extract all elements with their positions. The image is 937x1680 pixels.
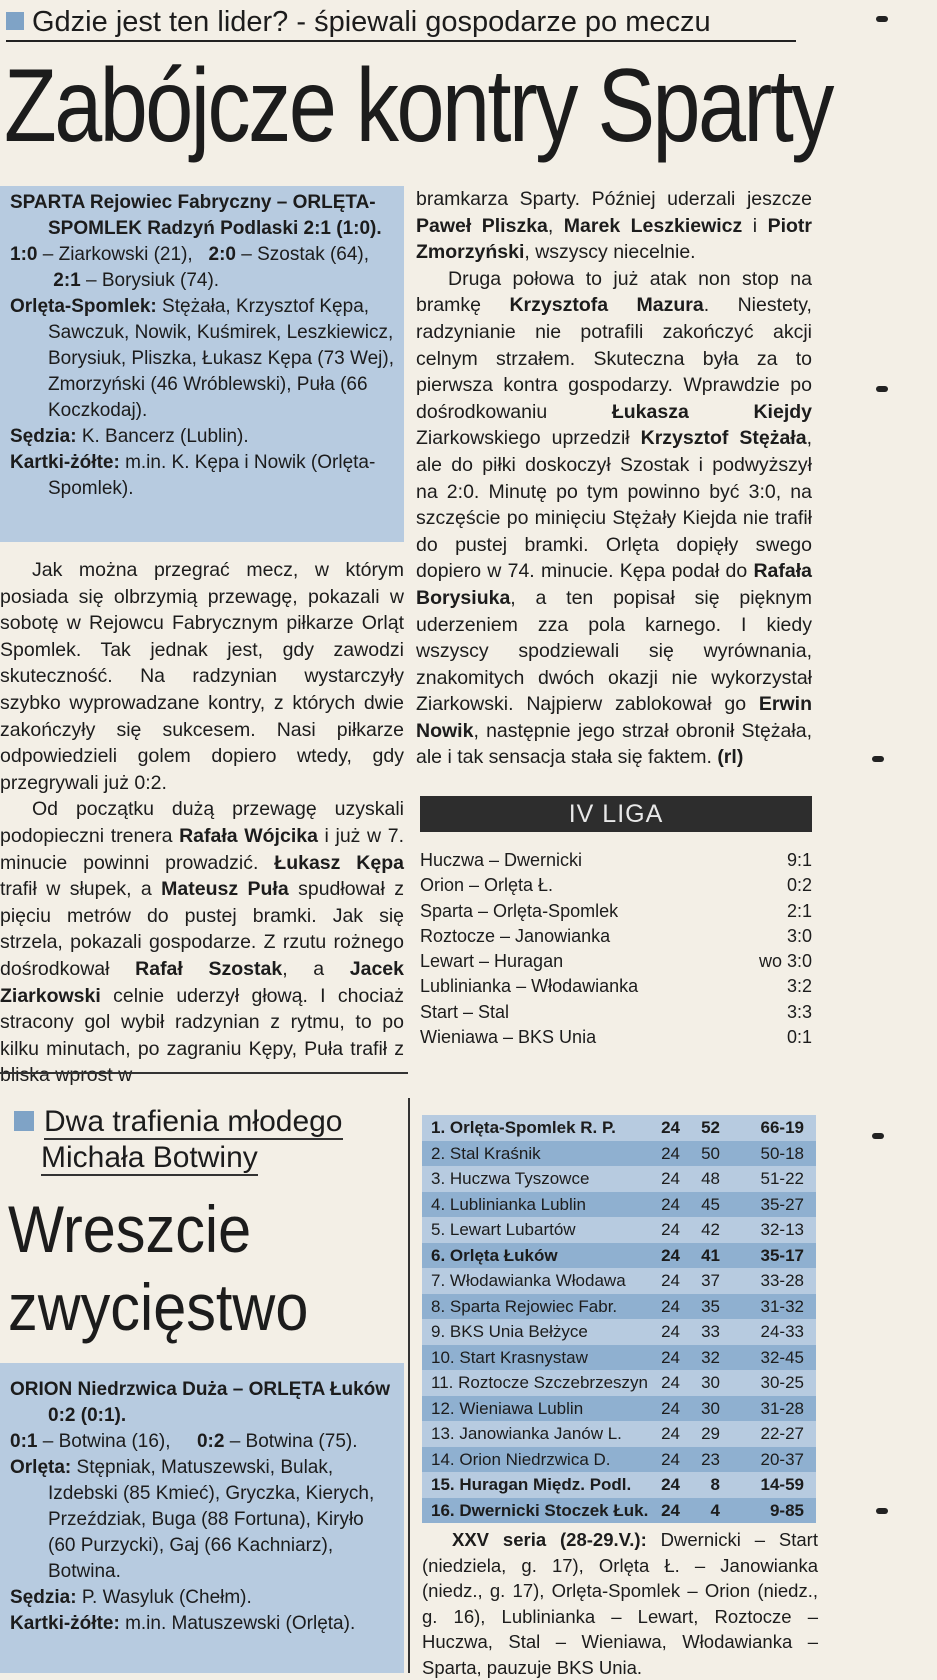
table-team: 14. Orion Niedrzwica D. (431, 1449, 611, 1469)
table-goals: 9-85 (769, 1500, 804, 1520)
table-row (422, 1472, 816, 1498)
table-goals: 66-19 (760, 1118, 804, 1137)
section-divider (0, 1072, 408, 1074)
table-points: 37 (701, 1271, 720, 1290)
text-run: . Niestety, radzynianie nie potrafili zakończyć akcji celnym strzałem. Skuteczna była za to pierwsza kontra gospodarzy. Wprawdzie po dośrodkowaniu (416, 294, 812, 423)
text-run: i (742, 214, 768, 237)
goal-score: 0:1 (10, 1431, 38, 1452)
author-signature: (rl) (717, 746, 744, 769)
result-score: 9:1 (786, 850, 812, 870)
result-match: Wieniawa – BKS Unia (420, 1027, 597, 1048)
scan-mark-icon (876, 386, 888, 392)
table-points: 30 (701, 1398, 720, 1418)
goal-text: – Szostak (64), (241, 244, 370, 265)
table-row (422, 1498, 816, 1524)
goal-text: – Botwina (75). (229, 1431, 358, 1452)
text-run: Druga połowa to już atak non stop na bramkę (416, 267, 812, 317)
table-goals: 35-17 (760, 1245, 804, 1265)
table-games: 24 (661, 1373, 680, 1392)
result-match: Sparta – Orlęta-Spomlek (420, 900, 619, 921)
result-score: 0:1 (786, 1027, 812, 1048)
lineup-text: Stępniak, Matuszewski, Bulak, Izdebski (85 Kmieć), Gryczka, Kierych, Przeździak, Buga (88 Fortuna), Kiryło (60 Purzycki), Gaj (66 Kachniarz), Botwina. (48, 1457, 375, 1582)
table-team: 7. Włodawianka Włodawa (431, 1271, 626, 1290)
table-points: 33 (701, 1322, 720, 1341)
table-goals: 51-22 (760, 1169, 804, 1188)
person-name: Jacek Ziarkowski (0, 957, 404, 1007)
person-name: Krzysztofa Mazura (509, 294, 704, 317)
article-paragraph (0, 796, 404, 1089)
text-run: bramkarza Sparty. Później uderzali jeszcze (416, 188, 812, 210)
goal-text: – Borysiuk (74). (86, 270, 220, 291)
schedule-paragraph (422, 1527, 818, 1680)
table-row (422, 1370, 816, 1396)
table-games: 24 (661, 1296, 680, 1316)
kicker-text: Gdzie jest ten lider? - śpiewali gospodarze po meczu (32, 6, 711, 38)
table-points: 42 (701, 1220, 720, 1239)
table-points: 29 (701, 1424, 720, 1443)
lineup-label: Orlęta-Spomlek: (10, 296, 157, 317)
result-row (420, 899, 812, 924)
table-points: 52 (701, 1118, 720, 1137)
text-run: , następnie jego strzał obronił Stężała, ale i tak sensacja stała się faktem. (416, 719, 812, 769)
title-line: Wreszcie (8, 1192, 252, 1266)
table-team: 10. Start Krasnystaw (431, 1347, 588, 1367)
person-name: Rafał Szostak (135, 957, 283, 980)
result-match: Lublinianka – Włodawianka (420, 976, 639, 997)
article-2-title (8, 1190, 350, 1346)
article-paragraph: Jak można przegrać mecz, w którym posiada się olbrzymią przewagę, pokazali w sobotę w Rejowcu Fabrycznym piłkarze Orląt Spomlek. Tak jednak jest, gdy zawodzi skuteczność. Na radzynian wystarczyły szybko wyprowadzane kontry, z których dwie zakończyły się sukcesem. Nasi piłkarze odpowiedzieli golem dopiero wtedy, gdy przegrywali już 0:2. (0, 559, 404, 794)
schedule-label: XXV seria (28-29.V.): (452, 1529, 647, 1550)
table-games: 24 (661, 1424, 680, 1443)
table-points: 4 (710, 1500, 720, 1520)
table-row (422, 1345, 816, 1371)
table-row (422, 1421, 816, 1447)
title-line: zwycięstwo (8, 1270, 309, 1344)
person-name: Marek Leszkiewicz (563, 214, 743, 237)
table-points: 32 (701, 1347, 720, 1367)
scan-mark-icon (872, 1133, 884, 1139)
referee-text: K. Bancerz (Lublin). (81, 426, 249, 447)
goal-text: – Botwina (16), (42, 1431, 171, 1452)
table-team: 8. Sparta Rejowiec Fabr. (431, 1296, 618, 1316)
table-row (422, 1217, 816, 1243)
page-title: Zabójcze kontry Sparty (4, 48, 832, 164)
match-referee (10, 424, 396, 450)
person-name: Paweł Pliszka (416, 214, 548, 237)
match-goals (10, 242, 396, 294)
text-run: spudłował z pięciu metrów do pustej bramki. Jak się strzela, pokazali gospodarze. Z rzutu rożnego dośrodkował (0, 878, 404, 980)
table-games: 24 (661, 1169, 680, 1188)
article-paragraph (416, 186, 812, 266)
table-team: 2. Stal Kraśnik (431, 1143, 541, 1163)
table-goals: 30-25 (760, 1373, 804, 1392)
table-points: 45 (701, 1194, 720, 1214)
kicker-line (14, 1104, 394, 1140)
result-row (420, 873, 812, 898)
match-cards (10, 450, 396, 502)
match-teams: SPARTA Rejowiec Fabryczny – ORLĘTA-SPOMLEK Radzyń Podlaski 2:1 (1:0). (10, 192, 382, 239)
table-row (422, 1166, 816, 1192)
cards-text: m.in. Matuszewski (Orlęta). (125, 1613, 356, 1634)
table-goals: 50-18 (760, 1143, 804, 1163)
match-goals (10, 1429, 396, 1455)
table-row (422, 1141, 816, 1167)
goal-text: – Ziarkowski (21), (42, 244, 193, 265)
person-name: Rafała Borysiuka (416, 560, 812, 609)
result-score: 2:1 (786, 900, 812, 921)
referee-label: Sędzia: (10, 426, 77, 447)
kicker (6, 4, 796, 42)
result-score: 3:0 (786, 925, 812, 946)
table-points: 23 (701, 1449, 720, 1469)
referee-text: P. Wasyluk (Chełm). (81, 1587, 252, 1608)
table-games: 24 (661, 1449, 680, 1469)
article-2-kicker (14, 1104, 394, 1176)
text-run: i już w 7. minucie powinni prowadzić. (0, 824, 404, 874)
table-row (422, 1268, 816, 1294)
result-score: 0:2 (786, 875, 812, 896)
article-column-2 (416, 186, 812, 771)
result-score: 3:3 (786, 1001, 812, 1022)
person-name: Mateusz Puła (161, 878, 289, 901)
match-teams: ORION Niedrzwica Duża – ORLĘTA Łuków 0:2 (0:1). (10, 1379, 391, 1426)
table-games: 24 (661, 1398, 680, 1418)
match-info-box-2 (0, 1363, 404, 1673)
table-points: 8 (710, 1475, 720, 1494)
table-games: 24 (661, 1322, 680, 1341)
square-bullet-icon (14, 1111, 34, 1131)
table-team: 15. Huragan Międz. Podl. (431, 1475, 632, 1494)
article-paragraph (416, 266, 812, 771)
table-row (422, 1447, 816, 1473)
table-goals: 24-33 (760, 1322, 804, 1341)
cards-text: m.in. K. Kępa i Nowik (Orlęta-Spomlek). (48, 452, 376, 499)
goal-score: 2:0 (208, 244, 236, 265)
result-row (420, 924, 812, 949)
goal-score: 2:1 (53, 270, 81, 291)
table-games: 24 (661, 1347, 680, 1367)
table-row (422, 1115, 816, 1141)
match-cards (10, 1611, 396, 1637)
result-score: 3:2 (786, 976, 812, 997)
result-score: wo 3:0 (758, 951, 812, 972)
table-team: 4. Lublinianka Lublin (431, 1194, 587, 1214)
schedule (422, 1527, 818, 1680)
table-team: 1. Orlęta-Spomlek R. P. (431, 1118, 616, 1137)
scan-mark-icon (876, 16, 888, 22)
square-bullet-icon (6, 12, 24, 30)
table-points: 35 (701, 1296, 720, 1316)
person-name: Erwin Nowik (416, 693, 812, 742)
table-goals: 20-37 (760, 1449, 804, 1469)
person-name: Łukasza Kiejdy (611, 400, 812, 423)
text-run: , a (282, 957, 350, 980)
match-lineup (10, 294, 396, 424)
table-goals: 32-45 (760, 1347, 804, 1367)
table-team: 6. Orlęta Łuków (431, 1245, 558, 1265)
result-match: Huczwa – Dwernicki (420, 850, 583, 870)
table-games: 24 (661, 1475, 680, 1494)
result-match: Roztocze – Janowianka (420, 925, 611, 946)
schedule-text: Dwernicki – Start (niedziela, g. 17), Orlęta Ł. – Janowianka (niedz., g. 17), Orlęta-Spomlek – Orion (niedz., g. 16), Lublinianka – Lewart, Roztocze – Huczwa, Stal – Wieniawa, Włodawianka – Sparta, pauzuje BKS Unia. (422, 1529, 818, 1678)
table-games: 24 (661, 1118, 680, 1137)
table-games: 24 (661, 1143, 680, 1163)
text-run: Od początku dużą przewagę uzyskali podopieczni trenera (0, 798, 404, 847)
table-row (422, 1294, 816, 1320)
referee-label: Sędzia: (10, 1587, 77, 1608)
text-run: , (547, 214, 564, 237)
table-row (422, 1319, 816, 1345)
result-row (420, 1000, 812, 1025)
article-column-1 (0, 557, 404, 1089)
table-games: 24 (661, 1271, 680, 1290)
result-row (420, 848, 812, 873)
results-list (420, 848, 812, 1050)
text-run: , ale do piłki doskoczył Szostak i podwyższył na 2:0. Minutę po tym powinno być 3:0, na szczęście po minięciu Stężały Kiejda nie trafił do pustej bramki. Orlęta dopięły swego dopiero w 74. minucie. Kępa podał do (416, 427, 812, 583)
table-team: 5. Lewart Lubartów (431, 1220, 576, 1239)
result-match: Start – Stal (420, 1001, 510, 1022)
match-referee (10, 1585, 396, 1611)
person-name: Rafała Wójcika (179, 824, 318, 847)
result-row (420, 1025, 812, 1050)
kicker-text: Michała Botwiny (41, 1141, 258, 1174)
result-row (420, 974, 812, 999)
result-match: Lewart – Huragan (420, 951, 564, 972)
kicker-text: Dwa trafienia młodego (44, 1105, 343, 1138)
table-row (422, 1396, 816, 1422)
table-goals: 32-13 (760, 1220, 804, 1239)
table-goals: 22-27 (760, 1424, 804, 1443)
person-name: Krzysztof Stężała (640, 427, 807, 450)
text-run: celnie uderzył głową. I chociaż stracony gol wybił radzynian z rytmu, to po kilku minutach, po zagraniu Kępy, Puła trafił z bliska wprost w (0, 984, 404, 1087)
cards-label: Kartki-żółte: (10, 1613, 120, 1634)
league-header: IV LIGA (420, 796, 812, 832)
table-goals: 31-28 (760, 1398, 804, 1418)
table-points: 30 (701, 1373, 720, 1392)
scan-mark-icon (876, 1508, 888, 1514)
table-games: 24 (661, 1500, 680, 1520)
table-row (422, 1243, 816, 1269)
person-name: Piotr Zmorzyński (416, 214, 812, 264)
table-games: 24 (661, 1245, 680, 1265)
table-goals: 31-32 (760, 1296, 804, 1316)
table-points: 41 (701, 1245, 720, 1265)
cards-label: Kartki-żółte: (10, 452, 120, 473)
table-team: 3. Huczwa Tyszowce (431, 1169, 590, 1188)
table-team: 13. Janowianka Janów L. (431, 1424, 622, 1443)
match-info-box (0, 186, 404, 542)
text-run: trafił w słupek, a (0, 878, 162, 901)
table-goals: 33-28 (760, 1271, 804, 1290)
text-run: , wszyscy niecelnie. (524, 241, 696, 264)
table-games: 24 (661, 1220, 680, 1239)
table-team: 16. Dwernicki Stoczek Łuk. (431, 1500, 648, 1520)
table-row (422, 1192, 816, 1218)
result-match: Orion – Orlęta Ł. (420, 875, 554, 896)
result-row (420, 949, 812, 974)
table-points: 48 (701, 1169, 720, 1188)
goal-score: 1:0 (10, 244, 38, 265)
scan-mark-icon (872, 756, 884, 762)
table-team: 9. BKS Unia Bełżyce (431, 1322, 588, 1341)
table-team: 12. Wieniawa Lublin (431, 1398, 584, 1418)
lineup-label: Orlęta: (10, 1457, 72, 1478)
lineup-text: Stężała, Krzysztof Kępa, Sawczuk, Nowik, Kuśmirek, Leszkiewicz, Borysiuk, Pliszka, Łukasz Kępa (73 Wej), Zmorzyński (46 Wróblewski), Puła (66 Koczkodaj). (48, 296, 395, 421)
table-goals: 14-59 (760, 1475, 804, 1494)
league-table (422, 1115, 816, 1523)
table-team: 11. Roztocze Szczebrzeszyn (431, 1373, 648, 1392)
text-run: , a ten popisał się pięknym uderzeniem zza pola karnego. I kiedy wszyscy spodziewali się wyrównania, znakomitych dwóch okazji nie wykorzystał Ziarkowski. Najpierw zablokował go (416, 586, 812, 716)
kicker-line (14, 1140, 394, 1176)
table-goals: 35-27 (760, 1194, 804, 1214)
goal-score: 0:2 (196, 1431, 225, 1452)
match-lineup (10, 1455, 396, 1585)
person-name: Łukasz Kępa (274, 851, 404, 874)
table-games: 24 (661, 1194, 680, 1214)
text-run: Ziarkowskiego uprzedził (416, 427, 641, 450)
table-points: 50 (701, 1143, 720, 1163)
